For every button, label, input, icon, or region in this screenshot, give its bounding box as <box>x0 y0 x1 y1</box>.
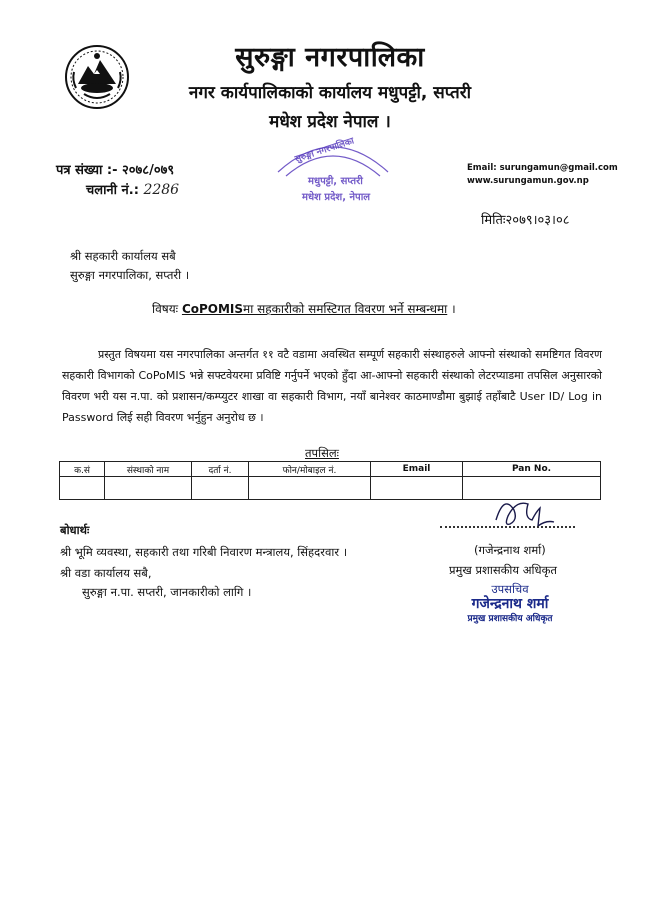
seal-title: उपसचिव <box>491 582 529 596</box>
subject-line <box>152 300 456 317</box>
seal-post: प्रमुख प्रशासकीय अधिकृत <box>467 614 553 624</box>
subject-term: CoPOMIS <box>181 302 244 316</box>
svg-text:मधेश प्रदेश, नेपाल: मधेश प्रदेश, नेपाल <box>302 192 371 203</box>
table-cell <box>192 477 249 500</box>
office-stamp <box>268 132 398 212</box>
website-text: www.surungamun.gov.np <box>467 176 589 186</box>
table-header-row <box>60 462 601 477</box>
subject-suffix: । <box>451 302 456 316</box>
details-table-title: तपसिलः <box>305 446 339 460</box>
column-header: फोन/मोबाइल नं. <box>249 462 371 477</box>
dispatch-line <box>86 180 179 198</box>
column-header: दर्ता नं. <box>192 462 249 477</box>
table-cell <box>371 477 463 500</box>
signatory-post: प्रमुख प्रशासकीय अधिकृत <box>449 563 557 577</box>
cc-item: श्री वडा कार्यालय सबै, <box>60 566 152 580</box>
signatory-seal <box>455 582 565 625</box>
subject-text: मा सहकारीको समस्टिगत विवरण भर्ने सम्बन्धमा <box>243 302 448 316</box>
column-header: क.सं <box>60 462 105 477</box>
addressee-line-2: सुरुङ्गा नगरपालिका, सप्तरी । <box>70 268 190 282</box>
cc-label: बोधार्थः <box>60 523 90 537</box>
cc-item: श्री भूमि व्यवस्था, सहकारी तथा गरिबी निवारण मन्त्रालय, सिंहदरवार । <box>60 545 348 559</box>
letter-body <box>62 344 602 428</box>
signatory-name: (गजेन्द्रनाथ शर्मा) <box>474 543 546 557</box>
table-cell <box>105 477 192 500</box>
addressee-line-1: श्री सहकारी कार्यालय सबै <box>70 249 176 263</box>
table-cell <box>60 477 105 500</box>
dispatch-label: चलानी नं.: <box>86 183 139 198</box>
reference-number: पत्र संख्या :- २०७८/०७९ <box>56 163 175 178</box>
contact-info <box>467 162 618 188</box>
dispatch-number: 2286 <box>143 182 180 198</box>
column-header: Email <box>371 462 463 477</box>
column-header: Pan No. <box>463 462 601 477</box>
nepal-emblem-logo <box>64 44 130 110</box>
province-line: मधेश प्रदेश नेपाल । <box>269 112 391 132</box>
organization-name: सुरुङ्गा नगरपालिका <box>235 42 425 73</box>
table-cell <box>249 477 371 500</box>
cc-item: सुरुङ्गा न.पा. सप्तरी, जानकारीको लागि । <box>82 585 252 599</box>
letter-date: मितिः२०७९।०३।०८ <box>481 213 570 228</box>
column-header: संस्थाको नाम <box>105 462 192 477</box>
svg-text:मधुपट्टी, सप्तरी: मधुपट्टी, सप्तरी <box>308 176 363 187</box>
svg-text:सुरुङ्गा नगरपालिका: सुरुङ्गा नगरपालिका <box>293 136 356 165</box>
seal-name: गजेन्द्रनाथ शर्मा <box>471 596 549 612</box>
signature-line <box>440 526 575 528</box>
body-paragraph: प्रस्तुत विषयमा यस नगरपालिका अन्तर्गत ११ वटै वडामा अवस्थित सम्पूर्ण सहकारी संस्थाहरुले आफ्नो संस्थाको समष्टिगत विवरण सहकारी विभागको CoPoMIS भन्ने सफ्टवेयरमा प्रविष्टि गर्नुपर्ने भएको हुँदा आ-आफ्नो सहकारी संस्थाको लेटरप्याडमा तपसिल अनुसारको विवरण भरी यस न.पा. को प्रशासन/कम्प्युटर शाखा वा सहकारी विभाग, नयाँ बानेश्वर काठमाण्डौमा बुझाई तहाँबाटै User ID/ Log in Password लिई सही विवरण भर्नुहुन अनुरोध छ । <box>62 348 602 424</box>
subject-prefix: विषयः <box>152 302 179 316</box>
office-name: नगर कार्यपालिकाको कार्यालय मधुपट्टी, सप्तरी <box>188 83 472 103</box>
handwritten-signature <box>490 490 560 535</box>
email-text: Email: surungamun@gmail.com <box>467 163 618 173</box>
